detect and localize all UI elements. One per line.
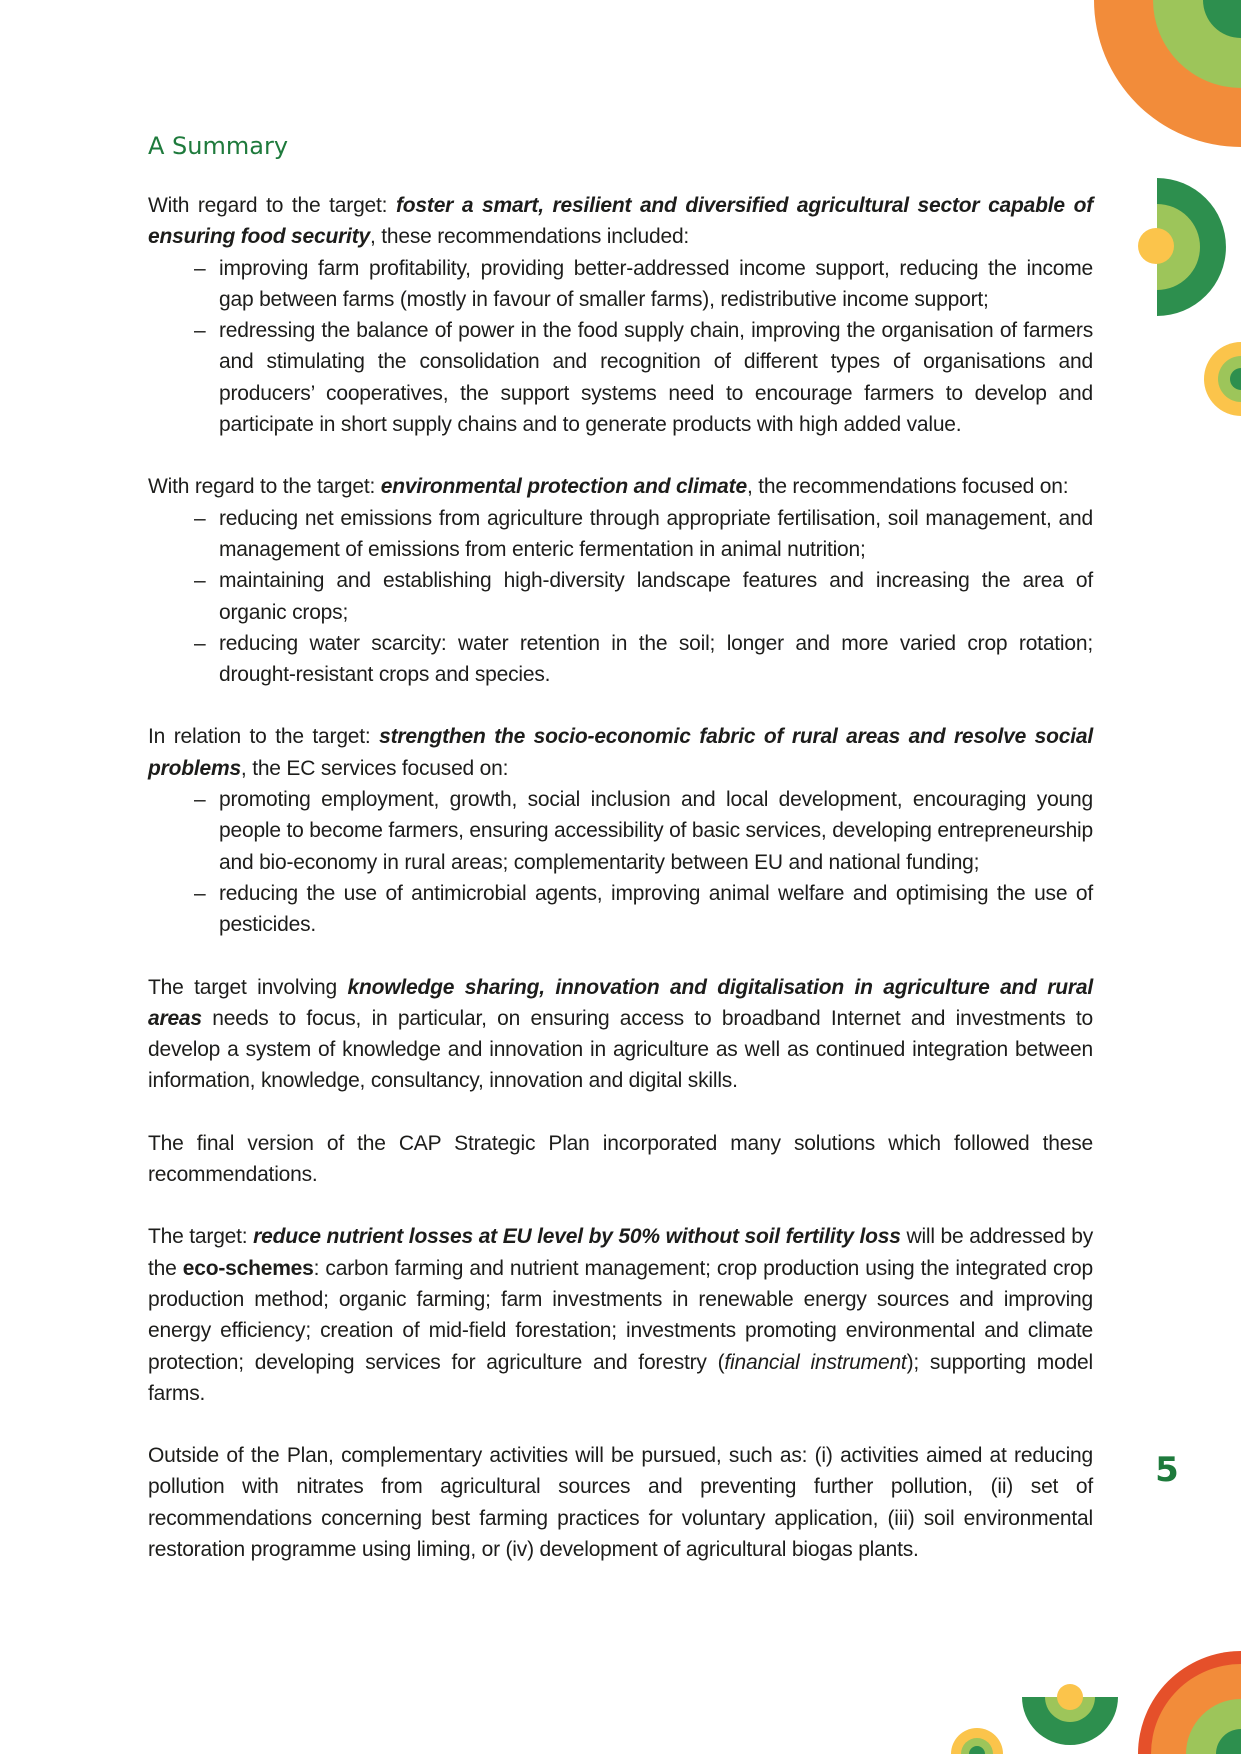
paragraph-nutrient-target (148, 1221, 1093, 1409)
text: With regard to the target: (148, 475, 381, 499)
corner-bottom-right-circles (1138, 1651, 1241, 1754)
paragraph-target-1 (148, 190, 1093, 253)
bottom-small-circle (951, 1728, 1003, 1754)
text: , the recommendations focused on: (746, 475, 1069, 499)
eco-schemes-term: eco-schemes (182, 1256, 314, 1280)
corner-top-right-circles (1094, 0, 1241, 147)
financial-instrument-term: financial instrument (724, 1350, 907, 1374)
text: In relation to the target: (148, 725, 380, 749)
text: , these recommendations included: (369, 225, 690, 249)
right-edge-half-circle (1138, 178, 1226, 316)
summary-section (148, 130, 1093, 1596)
text: The target: (148, 1225, 254, 1249)
text: , the EC services focused on: (240, 756, 509, 780)
target-emphasis: environmental protection and climate (380, 475, 747, 499)
text: With regard to the target: (148, 194, 396, 217)
list-item: – improving farm profitability, providing better-addressed income support, reducing the income gap between farms (mostly in favour of smaller farms), redistributive income support; (219, 253, 1093, 316)
recommendations-list-2 (148, 503, 1093, 691)
list-item: – promoting employment, growth, social inclusion and local development, encouraging young people to become farmers, ensuring accessibility of basic services, developing entrepreneurship and bio-economy in rural areas; complementarity between EU and national funding; (219, 784, 1093, 878)
paragraph-target-2 (148, 471, 1093, 502)
recommendations-list-3 (148, 784, 1093, 940)
target-emphasis: knowledge sharing, innovation and digitalisation in agriculture and rural areas (148, 975, 1093, 1030)
bottom-half-circle (1022, 1684, 1118, 1745)
target-emphasis: foster a smart, resilient and diversified agricultural sector capable of ensuring food security (148, 194, 1093, 249)
paragraph-target-4 (148, 972, 1093, 1097)
page-number: 5 (1155, 1450, 1179, 1490)
text: : carbon farming and nutrient management; crop production using the integrated crop production method; organic farming; farm investments in renewable energy sources and improving energy efficiency; creation of mid-field forestation; investments promoting environmental and climate protection; developing services for agriculture and forestry ( (148, 1256, 1093, 1374)
list-item: – reducing water scarcity: water retention in the soil; longer and more varied crop rotation; drought-resistant crops and species. (219, 628, 1093, 691)
text: needs to focus, in particular, on ensuring access to broadband Internet and investments to develop a system of knowledge and innovation in agriculture as well as continued integration between information, knowledge, consultancy, innovation and digital skills. (148, 1006, 1093, 1093)
right-edge-small-circle (1204, 342, 1241, 416)
text: The target involving (148, 975, 348, 999)
recommendations-list-1 (148, 253, 1093, 441)
text: will be addressed by the (148, 1225, 1093, 1280)
target-emphasis: strengthen the socio-economic fabric of rural areas and resolve social problems (148, 725, 1094, 780)
section-heading: A Summary (148, 132, 289, 160)
list-item: – reducing the use of antimicrobial agents, improving animal welfare and optimising the use of pesticides. (219, 878, 1093, 941)
paragraph-target-3 (148, 721, 1093, 784)
paragraph-outside-plan: Outside of the Plan, complementary activities will be pursued, such as: (i) activities aimed at reducing pollution with nitrates from agricultural sources and preventing further pollution, (ii) set of recommendations concerning best farming practices for voluntary application, (iii) soil environmental restoration programme using liming, or (iv) development of agricultural biogas plants. (148, 1444, 1093, 1561)
target-emphasis: reduce nutrient losses at EU level by 50% without soil fertility loss (253, 1225, 901, 1249)
list-item: – reducing net emissions from agriculture through appropriate fertilisation, soil management, and management of emissions from enteric fermentation in animal nutrition; (219, 503, 1093, 566)
list-item: – redressing the balance of power in the food supply chain, improving the organisation of farmers and stimulating the consolidation and recognition of different types of organisations and producers’ cooperatives, the support systems need to encourage farmers to develop and participate in short supply chains and to generate products with high added value. (219, 315, 1093, 440)
list-item: – maintaining and establishing high-diversity landscape features and increasing the area of organic crops; (219, 565, 1093, 628)
text: ); supporting model farms. (148, 1350, 1094, 1405)
paragraph-final-version: The final version of the CAP Strategic Plan incorporated many solutions which followed these recommendations. (148, 1131, 1093, 1187)
